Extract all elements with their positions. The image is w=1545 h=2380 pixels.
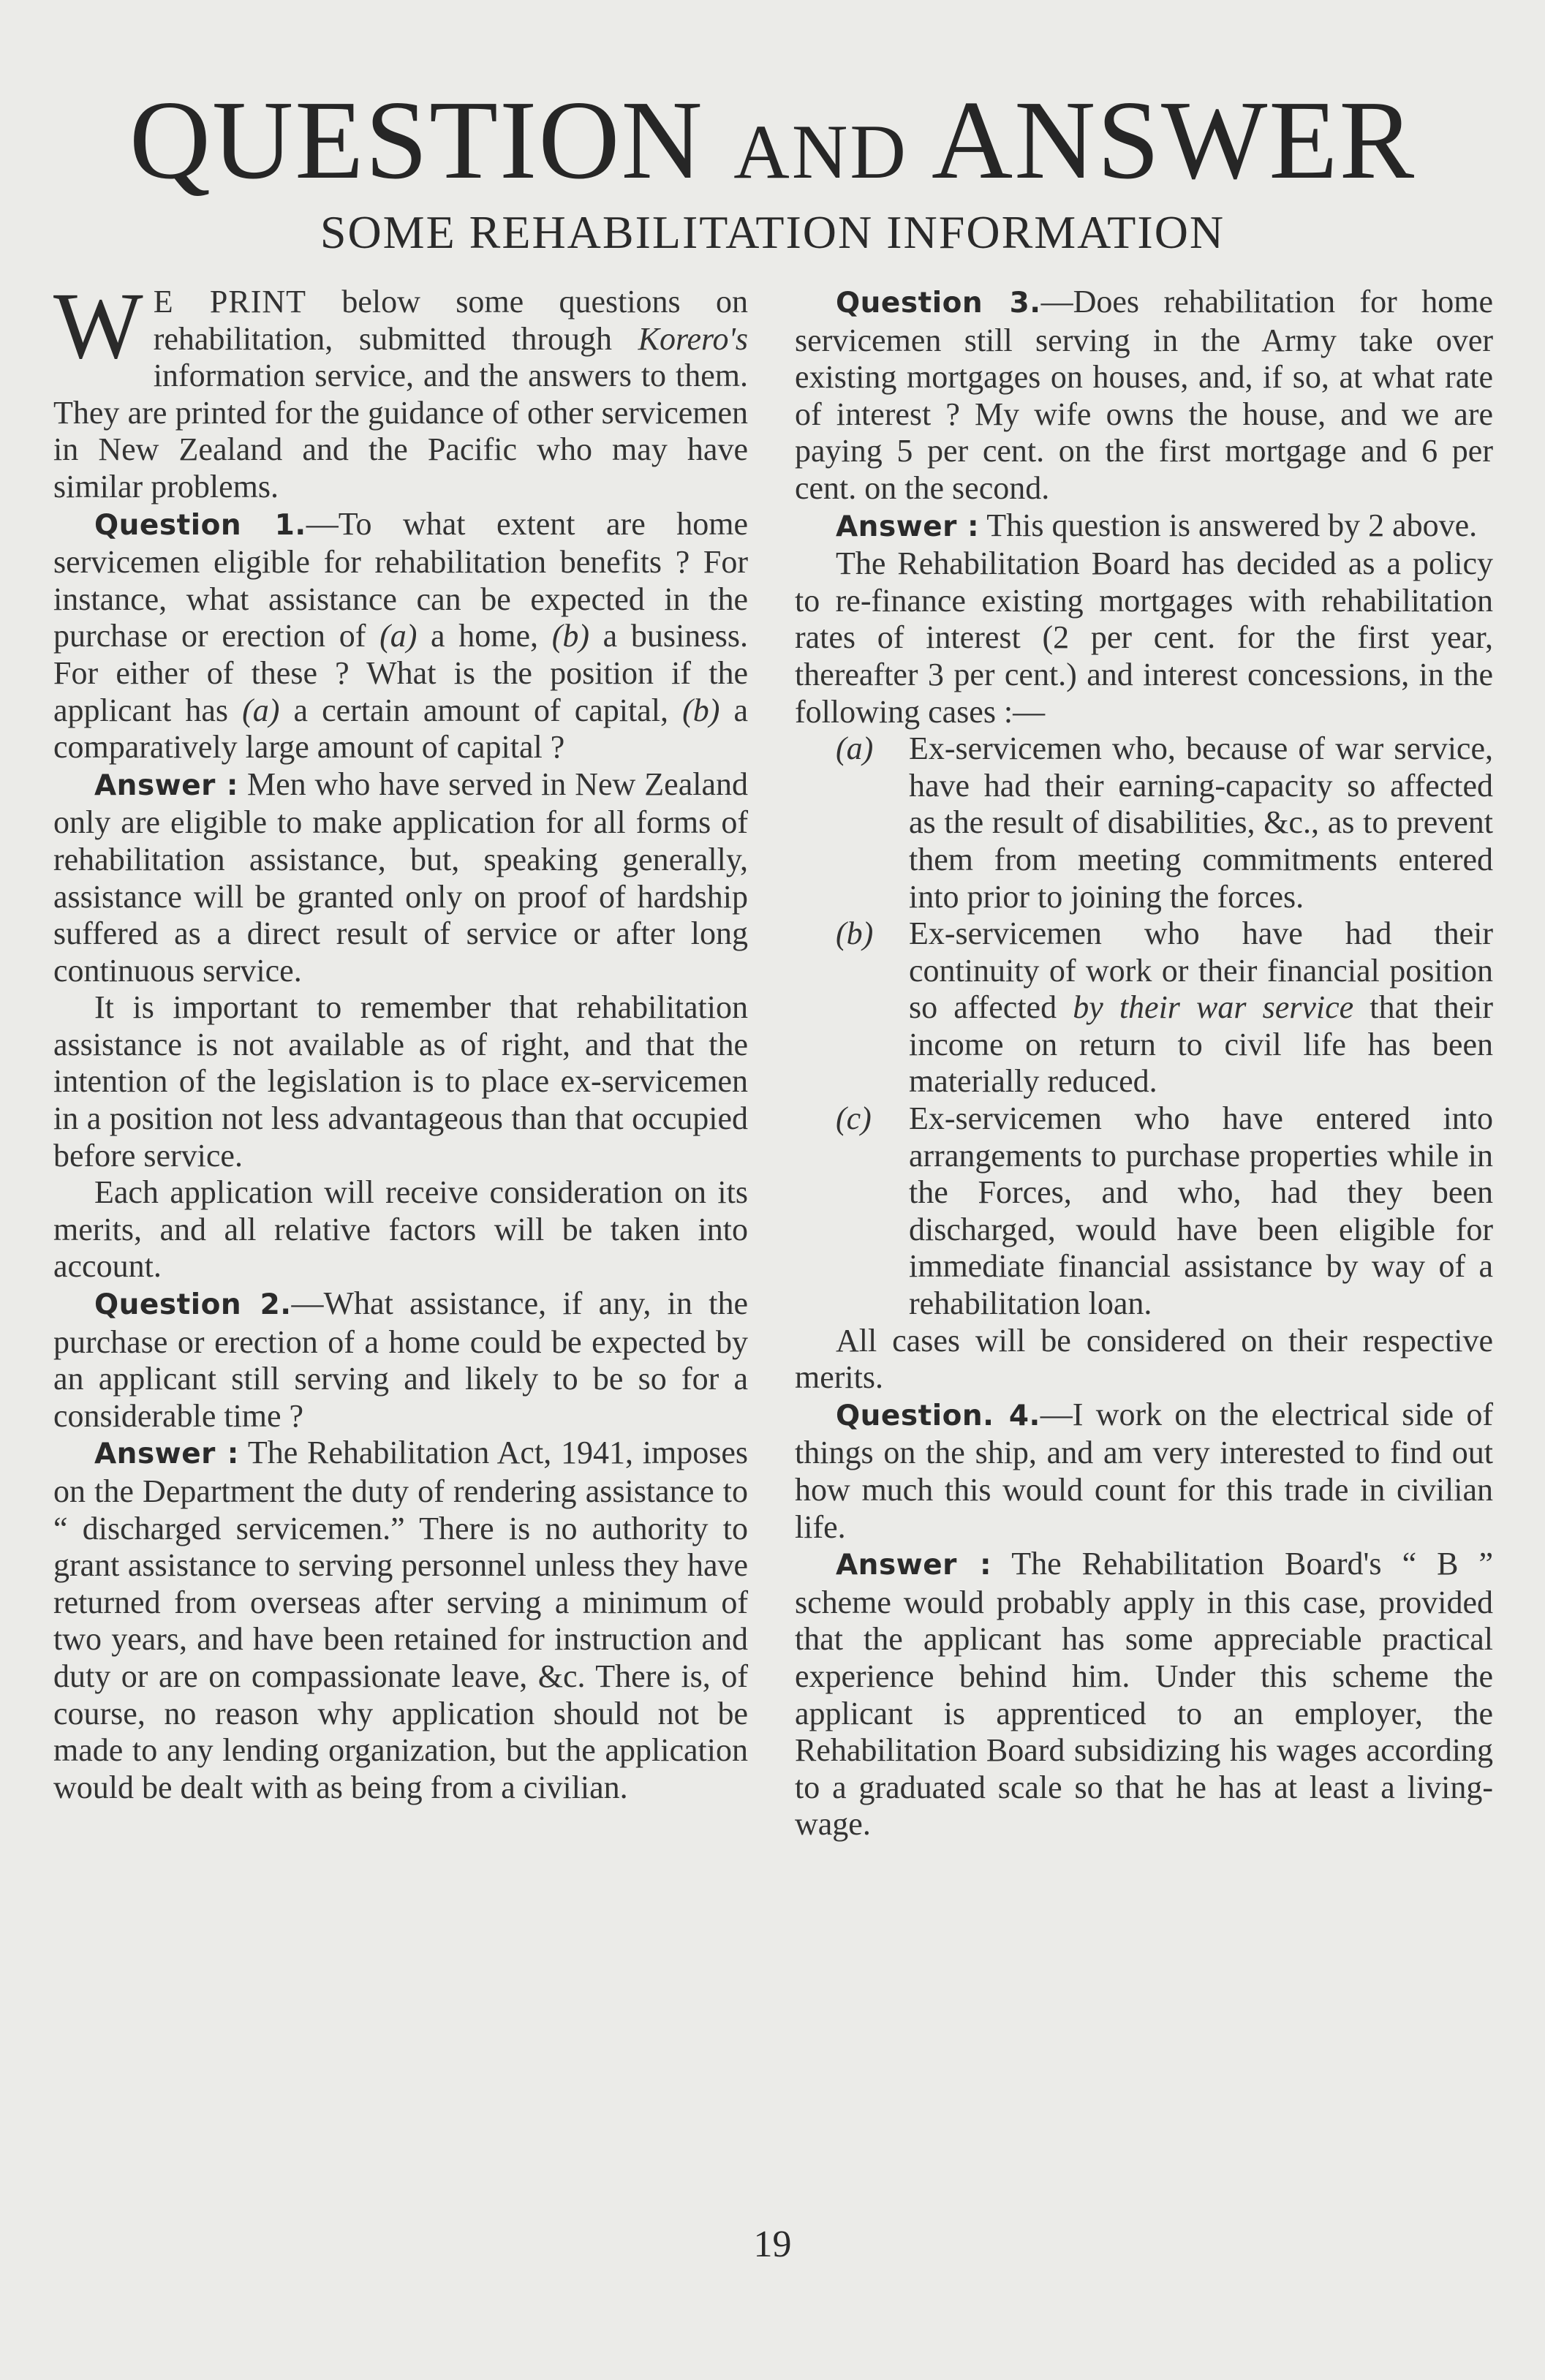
question-4-label: Question. 4.	[836, 1399, 1040, 1432]
list-item	[795, 915, 1493, 1100]
answer-4-text: The Rehabilitation Board's “ B ” scheme would probably apply in this case, provided that the applicant has some appreciable practical experience behind him. Under this scheme the applicant is apprenticed to an employer, the Rehabilitation Board subsidizing his wages according to a graduated scale so that he has at least a living-wage.	[795, 1546, 1493, 1843]
answer-3-closing: All cases will be considered on their respective merits.	[795, 1322, 1493, 1396]
title-answer: ANSWER	[931, 78, 1416, 203]
list-item	[795, 1100, 1493, 1323]
answer-3	[795, 507, 1493, 546]
page-number: 19	[753, 2224, 792, 2265]
answer-1-label: Answer :	[94, 768, 238, 802]
page-title	[0, 78, 1545, 211]
question-3	[795, 284, 1493, 507]
intro-paragraph	[53, 273, 749, 506]
answer-2-text: The Rehabilitation Act, 1941, imposes on the Department the duty of rendering assistance to “ discharged servicemen.” There is no authority to grant assistance to serving personnel unless they have returned from overseas after serving a minimum of two years, and have been retained for instruction and duty or are on compassionate leave, &c. There is, of course, no reason why application should not be made to any lending organization, but the application would be dealt with as being from a civilian.	[53, 1435, 748, 1805]
left-column	[53, 273, 749, 1806]
answer-3-text: This question is answered by 2 above.	[979, 507, 1478, 543]
answer-1	[53, 766, 748, 990]
question-1-marker-a: (a)	[379, 618, 418, 654]
publication-name: Korero's	[638, 320, 748, 357]
question-1-marker-a2: (a)	[242, 692, 280, 728]
answer-3-paragraph-2: The Rehabilitation Board has decided as a policy to re-finance existing mortgages with rehabilitation rates of interest (2 per cent. for the first year, thereafter 3 per cent.) and interest concessions, in the following cases :—	[795, 545, 1493, 730]
list-item-text-a: Ex-servicemen who have had their continuity of work or their financial position so affected	[909, 915, 1493, 1026]
list-item-emphasis: by their war service	[1073, 989, 1354, 1026]
intro-smallcaps: E PRINT	[153, 284, 307, 320]
right-column	[795, 284, 1493, 1843]
question-3-label: Question 3.	[836, 287, 1041, 320]
title-and: AND	[733, 109, 908, 194]
answer-1-text: Men who have served in New Zealand only are eligible to make application for all forms of rehabilitation assistance, but, speaking generally, assistance will be granted only on proof of hardship suffered as a direct result of service or after long continuous service.	[53, 766, 748, 989]
question-1-marker-b2: (b)	[682, 692, 720, 728]
question-1	[53, 506, 748, 766]
question-3-text: —Does rehabilitation for home servicemen still serving in the Army take over existing mortgages on houses, and, if so, at what rate of interest ? My wife owns the house, and we are paying 5 per cent. on the first mortgage and 6 per cent. on the second.	[795, 284, 1493, 506]
question-4	[795, 1397, 1493, 1546]
question-2-text: —What assistance, if any, in the purchase or erection of a home could be expected by an applicant still serving and likely to be so for a considerable time ?	[53, 1285, 748, 1434]
question-1-label: Question 1.	[94, 508, 306, 542]
question-1-marker-b: (b)	[551, 618, 589, 654]
list-item-text: Ex-servicemen who, because of war service, have had their earning-capacity so affected as the result of disabilities, &c., as to prevent them from meeting commitments entered into prior to joining the forces.	[909, 730, 1493, 915]
answer-1-paragraph-3: Each application will receive consideration on its merits, and all relative factors will be taken into account.	[53, 1174, 748, 1285]
list-item-text: Ex-servicemen who have entered into arrangements to purchase properties while in the Forces, and who, had they been discharged, would have been eligible for immediate financial assistance by way of a rehabilitation loan.	[909, 1100, 1493, 1322]
list-item-marker: (b)	[836, 915, 874, 952]
answer-1-paragraph-2: It is important to remember that rehabilitation assistance is not available as of right, and that the intention of the legislation is to place ex-servicemen in a position not less advantageous than that occupied before service.	[53, 989, 748, 1174]
list-item-text-b: that their income on return to civil life has been materially reduced.	[909, 989, 1493, 1100]
question-1-text-d: a certain amount of capital,	[279, 692, 683, 728]
question-1-text-a: —To what extent are home servicemen eligible for rehabilitation benefits ? For instance, what assistance can be expected in the purchase or erection of	[53, 505, 748, 654]
list-item-marker: (a)	[836, 730, 874, 767]
list-item-text	[909, 915, 1493, 1100]
answer-2-label: Answer :	[94, 1438, 239, 1471]
drop-cap: W	[53, 273, 143, 379]
page-subtitle: SOME REHABILITATION INFORMATION	[320, 206, 1225, 258]
answer-3-label: Answer :	[836, 510, 980, 543]
intro-text-a: below some questions on rehabilitation, submitted through	[153, 284, 749, 357]
answer-4	[795, 1546, 1493, 1843]
list-item-marker: (c)	[836, 1100, 872, 1137]
question-1-text-c: a business. For either of these ? What is the position if the applicant has	[53, 618, 748, 728]
question-1-text-b: a home,	[417, 618, 552, 654]
answer-4-label: Answer :	[836, 1549, 992, 1582]
question-4-text: —I work on the electrical side of things on the ship, and am very interested to find out how much this would count for this trade in civilian life.	[795, 1396, 1494, 1545]
intro-text-b: information service, and the answers to them. They are printed for the guidance of other servicemen in New Zealand and the Pacific who may have similar problems.	[53, 358, 748, 505]
list-item	[795, 730, 1493, 915]
question-1-text-e: a comparatively large amount of capital ?	[53, 692, 748, 766]
question-2	[53, 1285, 748, 1435]
title-question: QUESTION	[129, 78, 704, 203]
question-2-label: Question 2.	[94, 1288, 292, 1322]
answer-2	[53, 1435, 748, 1806]
